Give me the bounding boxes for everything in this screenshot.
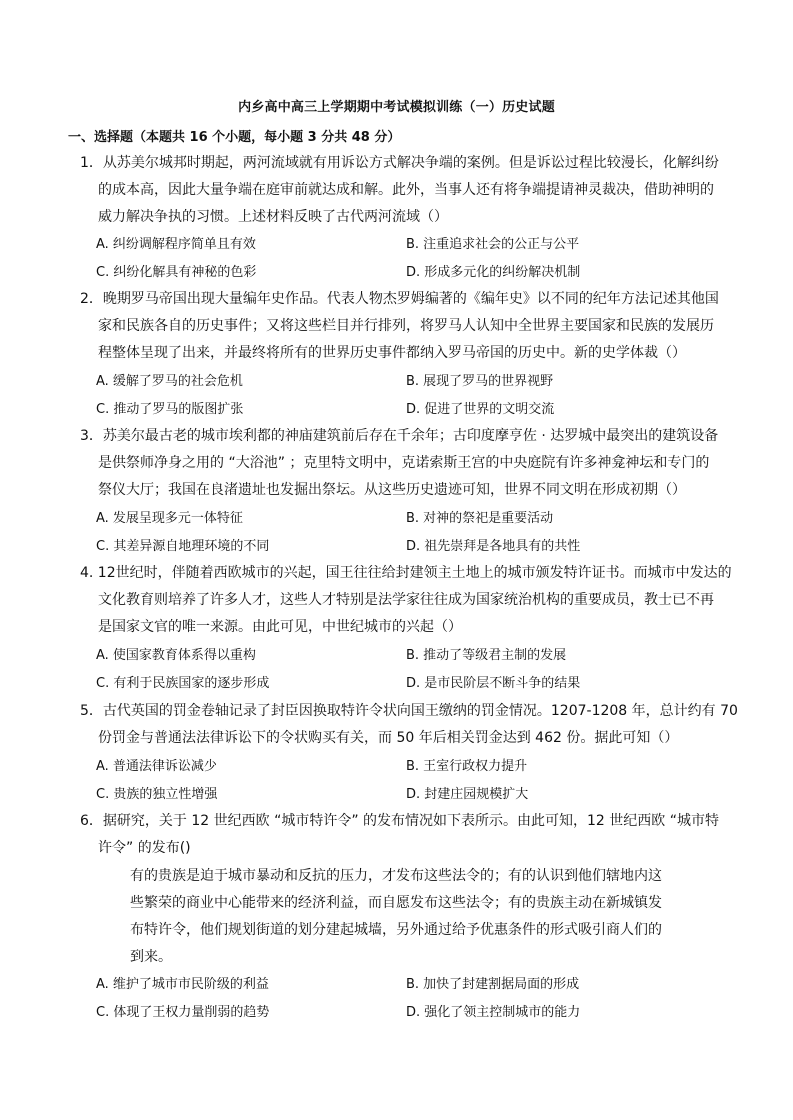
option-b[interactable]: B. 注重追求社会的公正与公平 bbox=[406, 237, 580, 252]
option-c[interactable]: C. 其差异源自地理环境的不同 bbox=[96, 538, 270, 554]
excerpt-line-1: 有的贵族是迫于城市暴动和反抗的压力，才发布这些法令的；有的认识到他们辖地内这 bbox=[130, 868, 662, 884]
option-b[interactable]: B. 王室行政权力提升 bbox=[406, 759, 528, 774]
option-d[interactable]: D. 强化了领主控制城市的能力 bbox=[406, 1004, 581, 1020]
question-1-line-2: 的成本高，因此大量争端在庭审前就达成和解。此外，当事人还有将争端提请神灵裁决，借助神明的 bbox=[98, 182, 714, 198]
question-4-line-2: 文化教育则培养了许多人才，这些人才特别是法学家往往成为国家统治机构的重要成员，教士已不再 bbox=[98, 592, 714, 608]
option-c[interactable]: C. 推动了罗马的版图扩张 bbox=[96, 401, 244, 417]
question-4 bbox=[80, 560, 732, 641]
option-d[interactable]: D. 是市民阶层不断斗争的结果 bbox=[406, 675, 581, 691]
question-4-line-1: 4. 12世纪时，伴随着西欧城市的兴起，国王往往给封建领主土地上的城市颁发特许证书。而城市中发达的 bbox=[80, 565, 732, 581]
question-2-line-2: 家和民族各自的历史事件；又将这些栏目并行排列，将罗马人认知中全世界主要国家和民族的发展历 bbox=[98, 318, 714, 334]
option-d[interactable]: D. 形成多元化的纠纷解决机制 bbox=[406, 264, 581, 280]
question-3-line-2: 是供祭师净身之用的 “大浴池” ；克里特文明中，克诺索斯王宫的中央庭院有许多神龛神坛和专门的 bbox=[98, 455, 710, 471]
option-c[interactable]: C. 贵族的独立性增强 bbox=[96, 786, 218, 802]
question-6-line-2: 许令” 的发布() bbox=[98, 840, 191, 856]
option-c[interactable]: C. 有利于民族国家的逐步形成 bbox=[96, 675, 270, 691]
option-b[interactable]: B. 展现了罗马的世界视野 bbox=[406, 374, 554, 389]
question-3-line-1: 3．苏美尔最古老的城市埃利都的神庙建筑前后存在千余年；古印度摩亨佐 · 达罗城中最突出的建筑设备 bbox=[80, 428, 719, 444]
question-6 bbox=[80, 808, 725, 862]
option-c[interactable]: C. 体现了王权力量削弱的趋势 bbox=[96, 1004, 270, 1020]
question-1-line-3: 威力解决争执的习惯。上述材料反映了古代两河流域（） bbox=[98, 209, 448, 225]
section-heading: 一、选择题（本题共 16 个小题，每小题 3 分共 48 分） bbox=[68, 130, 401, 145]
question-2-options bbox=[96, 368, 716, 423]
option-b[interactable]: B. 对神的祭祀是重要活动 bbox=[406, 511, 554, 526]
question-2 bbox=[80, 286, 725, 367]
option-c[interactable]: C. 纠纷化解具有神秘的色彩 bbox=[96, 264, 257, 280]
excerpt-line-3: 布特许令，他们规划街道的划分建起城墙，另外通过给予优惠条件的形式吸引商人们的 bbox=[130, 922, 662, 938]
question-1 bbox=[80, 150, 725, 231]
option-a[interactable]: A. 缓解了罗马的社会危机 bbox=[96, 374, 243, 389]
excerpt-line-4: 到来。 bbox=[130, 949, 172, 965]
option-b[interactable]: B. 加快了封建割据局面的形成 bbox=[406, 977, 580, 992]
option-b[interactable]: B. 推动了等级君主制的发展 bbox=[406, 648, 567, 663]
question-3-options bbox=[96, 505, 716, 560]
question-2-line-3: 程整体呈现了出来，并最终将所有的世界历史事件都纳入罗马帝国的历史中。新的史学体裁（） bbox=[98, 345, 686, 361]
question-3 bbox=[80, 423, 725, 504]
question-4-line-3: 是国家文官的唯一来源。由此可见，中世纪城市的兴起（） bbox=[98, 619, 462, 635]
question-6-excerpt bbox=[130, 863, 690, 971]
option-d[interactable]: D. 封建庄园规模扩大 bbox=[406, 786, 529, 802]
question-5 bbox=[80, 698, 738, 752]
question-2-line-1: 2．晚期罗马帝国出现大量编年史作品。代表人物杰罗姆编著的《编年史》以不同的纪年方法记述其他国 bbox=[80, 291, 719, 307]
question-5-line-2: 份罚金与普通法法律诉讼下的令状购买有关，而 50 年后相关罚金达到 462 份。据此可知（） bbox=[98, 730, 679, 746]
question-6-line-1: 6．据研究，关于 12 世纪西欧 “城市特许令” 的发布情况如下表所示。由此可知，12 世纪西欧 “城市特 bbox=[80, 813, 719, 829]
question-4-options bbox=[96, 642, 716, 697]
option-d[interactable]: D. 促进了世界的文明交流 bbox=[406, 401, 555, 417]
question-5-options bbox=[96, 753, 716, 808]
question-1-options bbox=[96, 231, 716, 286]
option-a[interactable]: A. 使国家教育体系得以重构 bbox=[96, 648, 256, 663]
option-a[interactable]: A. 发展呈现多元一体特征 bbox=[96, 511, 243, 526]
exam-title: 内乡高中高三上学期期中考试模拟训练（一）历史试题 bbox=[238, 100, 555, 115]
question-5-line-1: 5．古代英国的罚金卷轴记录了封臣因换取特许令状向国王缴纳的罚金情况。1207-1208 年，总计约有 70 bbox=[80, 703, 738, 719]
option-d[interactable]: D. 祖先崇拜是各地具有的共性 bbox=[406, 538, 581, 554]
question-1-line-1: 1．从苏美尔城邦时期起，两河流域就有用诉讼方式解决争端的案例。但是诉讼过程比较漫长，化解纠纷 bbox=[80, 155, 719, 171]
option-a[interactable]: A. 纠纷调解程序简单且有效 bbox=[96, 237, 256, 252]
option-a[interactable]: A. 普通法律诉讼减少 bbox=[96, 759, 217, 774]
excerpt-line-2: 些繁荣的商业中心能带来的经济利益，而自愿发布这些法令；有的贵族主动在新城镇发 bbox=[130, 895, 662, 911]
question-6-options bbox=[96, 971, 716, 1026]
option-a[interactable]: A. 维护了城市市民阶级的利益 bbox=[96, 977, 269, 992]
question-3-line-3: 祭仪大厅；我国在良渚遗址也发掘出祭坛。从这些历史遗迹可知，世界不同文明在形成初期（） bbox=[98, 482, 686, 498]
